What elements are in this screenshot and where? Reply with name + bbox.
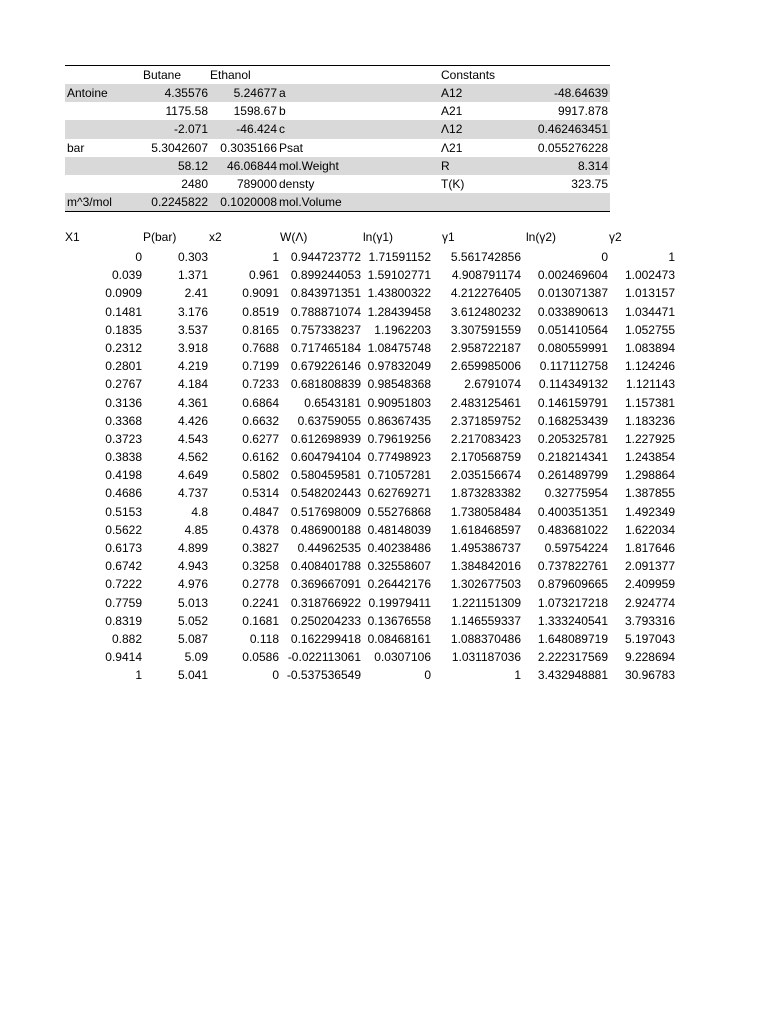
vle-cell: 0.2767 [105, 377, 142, 392]
vle-cell: 0.882 [111, 631, 142, 646]
property-name: c [279, 122, 285, 137]
vle-cell: 5.087 [177, 631, 208, 646]
vle-row [65, 357, 675, 375]
vle-cell: 0.62769271 [367, 486, 431, 501]
vle-cell: 0.98548368 [367, 377, 431, 392]
vle-cell: 1.43800322 [367, 286, 431, 301]
vle-cell: 0.261489799 [537, 468, 608, 483]
vle-cell: 0.86367435 [367, 413, 431, 428]
vle-cell: 0.737822761 [537, 559, 608, 574]
vle-cell: 0.9414 [105, 650, 142, 665]
vle-cell: 1.146559337 [450, 613, 521, 628]
vle-cell: 2.371859752 [450, 413, 521, 428]
constant-name: Λ21 [441, 140, 463, 155]
vle-cell: 0.0586 [242, 650, 279, 665]
vle-cell: 2.6791074 [464, 377, 521, 392]
vle-cell: 5.013 [177, 595, 208, 610]
vle-cell: 0.033890613 [537, 304, 608, 319]
vle-cell: 0.117112758 [539, 359, 608, 374]
vle-column-header: ln(γ1) [363, 230, 394, 244]
vle-cell: 1.817646 [624, 541, 675, 555]
vle-cell: 0.168253439 [537, 413, 608, 428]
vle-cell: 3.918 [177, 340, 208, 355]
butane-value: 0.2245822 [151, 195, 208, 210]
ethanol-value: -46.424 [236, 122, 277, 137]
vle-cell: 0.369667091 [290, 577, 361, 592]
constant-value: 323.75 [571, 176, 608, 191]
vle-cell: 3.612480232 [450, 304, 521, 319]
vle-cell: 1.298864 [624, 468, 675, 483]
vle-cell: 1.492349 [624, 504, 675, 519]
vle-cell: 0.79619256 [367, 431, 431, 446]
constant-name: Λ12 [441, 122, 463, 137]
vle-cell: 0.1481 [105, 304, 142, 319]
vle-cell: 1.28439458 [367, 304, 431, 319]
vle-cell: 1.648089719 [537, 631, 608, 646]
vle-row [65, 575, 675, 593]
vle-row [65, 448, 675, 466]
vle-cell: 1.121143 [625, 377, 675, 392]
vle-cell: 4.562 [177, 450, 208, 465]
vle-row [65, 248, 675, 266]
vle-cell: 1.052755 [624, 322, 675, 337]
vle-row [65, 375, 675, 393]
vle-cell: 0.6742 [105, 559, 142, 574]
ethanol-value: 1598.67 [233, 104, 277, 119]
vle-cell: 1 [514, 668, 521, 683]
vle-cell: 5.197043 [624, 631, 675, 646]
vle-cell: 1.71591152 [368, 250, 431, 264]
vle-cell: 0.32775954 [544, 486, 608, 501]
vle-cell: 0.8519 [242, 304, 279, 319]
vle-cell: 0.13676558 [367, 613, 431, 628]
butane-value: 58.12 [177, 158, 208, 173]
vle-cell: 1.227925 [624, 431, 675, 446]
vle-cell: 0.40238486 [367, 541, 431, 555]
vle-cell: 0.5622 [105, 522, 142, 537]
properties-row [65, 102, 610, 120]
properties-row [65, 193, 610, 211]
vle-cell: 0.8165 [242, 322, 279, 337]
vle-cell: 0.5153 [105, 504, 142, 519]
constant-value: 0.055276228 [537, 140, 608, 155]
vle-cell: 0.2801 [105, 359, 142, 374]
vle-cell: 0.59754224 [544, 541, 608, 555]
vle-cell: 2.035156674 [450, 468, 521, 483]
vle-cell: 0.080559991 [537, 340, 608, 355]
vle-cell: 0 [272, 668, 279, 683]
vle-data-table [65, 228, 675, 685]
vle-cell: 4.649 [177, 468, 208, 483]
vle-cell: 0.318766922 [290, 595, 361, 610]
ethanol-value: 46.06844 [226, 158, 277, 173]
vle-cell: 4.426 [177, 413, 208, 428]
vle-cell: 0.48148039 [367, 522, 431, 537]
vle-cell: 4.8 [191, 504, 208, 519]
vle-cell: 1.243854 [624, 450, 675, 465]
butane-header: Butane [143, 68, 182, 82]
vle-row [65, 594, 675, 612]
row-label: bar [67, 140, 85, 155]
vle-cell: 0.899244053 [290, 268, 361, 283]
constant-name: A12 [441, 86, 463, 100]
vle-cell: 0.118 [249, 631, 279, 646]
vle-body [65, 248, 675, 685]
vle-cell: 1.622034 [624, 522, 675, 537]
vle-row [65, 321, 675, 339]
vle-cell: 4.85 [184, 522, 208, 537]
vle-cell: 0.4198 [105, 468, 142, 483]
vle-column-header: X1 [65, 230, 80, 244]
vle-column-header: P(bar) [143, 230, 177, 244]
vle-cell: 1.08475748 [367, 340, 431, 355]
property-name: Psat [279, 140, 304, 155]
vle-cell: 1.073217218 [537, 595, 608, 610]
vle-cell: 0.44962535 [297, 541, 361, 555]
vle-cell: 0.303 [177, 250, 208, 264]
vle-cell: 0.250204233 [290, 613, 361, 628]
ethanol-value: 0.1020008 [220, 195, 277, 210]
vle-cell: 1.157381 [624, 395, 675, 410]
vle-cell: 0.0307106 [374, 650, 431, 665]
vle-cell: 1.221151309 [451, 595, 521, 610]
vle-cell: 0.32558607 [367, 559, 431, 574]
properties-row [65, 157, 610, 175]
vle-cell: 0.97832049 [367, 359, 431, 374]
property-name: b [279, 104, 286, 119]
vle-cell: 5.041 [177, 668, 208, 683]
vle-cell: 1.002473 [624, 268, 675, 283]
vle-cell: 0.039 [111, 268, 142, 283]
properties-body [65, 84, 610, 211]
properties-table [65, 65, 610, 212]
constant-name: T(K) [441, 176, 465, 191]
vle-cell: 0.961 [248, 268, 279, 283]
property-name: a [279, 86, 286, 100]
vle-cell: 1.618468597 [450, 522, 521, 537]
vle-cell: 0 [601, 250, 608, 264]
vle-cell: 2.170568759 [450, 450, 521, 465]
butane-value: 2480 [181, 176, 208, 191]
constant-value: 8.314 [577, 158, 608, 173]
vle-cell: 2.41 [184, 286, 208, 301]
vle-cell: -0.537536549 [286, 668, 361, 683]
vle-cell: 0.218214341 [537, 450, 608, 465]
vle-cell: 0.6173 [105, 541, 142, 555]
vle-cell: 0.3827 [242, 541, 279, 555]
vle-cell: 0.9091 [242, 286, 279, 301]
vle-cell: 0.205325781 [537, 431, 608, 446]
ethanol-value: 789000 [236, 176, 277, 191]
vle-row [65, 503, 675, 521]
vle-row [65, 266, 675, 284]
constant-value: 0.462463451 [537, 122, 608, 137]
vle-cell: 3.307591559 [450, 322, 521, 337]
vle-cell: 1.088370486 [450, 631, 521, 646]
vle-column-header: W(Λ) [280, 230, 308, 244]
vle-row [65, 557, 675, 575]
vle-cell: 1.333240541 [537, 613, 608, 628]
vle-cell: 0.8319 [105, 613, 142, 628]
vle-cell: 0.944723772 [290, 250, 361, 264]
vle-cell: 0.3258 [242, 559, 279, 574]
vle-row [65, 412, 675, 430]
vle-row [65, 666, 675, 684]
vle-cell: 4.737 [177, 486, 208, 501]
vle-cell: 2.659985006 [450, 359, 521, 374]
vle-cell: 4.976 [177, 577, 208, 592]
vle-cell: 0.7222 [105, 577, 142, 592]
vle-cell: 0.486900188 [290, 522, 361, 537]
vle-cell: 0.7688 [242, 340, 279, 355]
vle-row [65, 394, 675, 412]
vle-column-header: x2 [209, 230, 222, 244]
vle-cell: 1.873283382 [450, 486, 521, 501]
property-name: mol.Volume [279, 195, 342, 210]
vle-cell: 0.6277 [242, 431, 279, 446]
vle-cell: 4.361 [177, 395, 208, 410]
vle-cell: -0.022113061 [287, 650, 361, 665]
properties-row [65, 84, 610, 102]
vle-column-header: γ1 [442, 230, 455, 244]
vle-cell: 0.051410564 [537, 322, 608, 337]
vle-cell: 4.543 [177, 431, 208, 446]
vle-cell: 0.788871074 [290, 304, 361, 319]
vle-cell: 2.222317569 [537, 650, 608, 665]
vle-cell: 9.228694 [624, 650, 675, 665]
vle-cell: 0.6864 [242, 395, 279, 410]
vle-cell: 0.5314 [242, 486, 279, 501]
vle-cell: 1.083894 [624, 340, 675, 355]
vle-cell: 0.90951803 [367, 395, 431, 410]
vle-cell: 1.302677503 [450, 577, 521, 592]
vle-cell: 1.384842016 [450, 559, 521, 574]
vle-cell: 1.013157 [624, 286, 675, 301]
vle-cell: 1.031187036 [451, 650, 521, 665]
constant-name: R [441, 158, 450, 173]
vle-cell: 4.943 [177, 559, 208, 574]
vle-row [65, 339, 675, 357]
vle-row [65, 484, 675, 502]
vle-cell: 0.146159791 [537, 395, 608, 410]
vle-cell: 1.59102771 [367, 268, 431, 283]
vle-cell: 0 [424, 668, 431, 683]
vle-cell: 0.483681022 [537, 522, 608, 537]
vle-cell: 0.6543181 [304, 395, 361, 410]
vle-cell: 0.400351351 [537, 504, 608, 519]
vle-cell: 0.0909 [105, 286, 142, 301]
vle-cell: 2.217083423 [450, 431, 521, 446]
vle-cell: 0.2778 [242, 577, 279, 592]
vle-cell: 1.124246 [624, 359, 675, 374]
property-name: densty [279, 176, 315, 191]
constant-value: -48.64639 [553, 86, 608, 100]
vle-cell: 1.738058484 [450, 504, 521, 519]
vle-cell: 0.408401788 [290, 559, 361, 574]
vle-cell: 0.013071387 [537, 286, 608, 301]
vle-cell: 0.1681 [242, 613, 279, 628]
vle-cell: 0.3723 [105, 431, 142, 446]
vle-cell: 0.114349132 [538, 377, 608, 392]
butane-value: 4.35576 [164, 86, 208, 100]
vle-cell: 0.77498923 [367, 450, 431, 465]
vle-cell: 0.6632 [242, 413, 279, 428]
properties-row [65, 120, 610, 138]
vle-cell: 1 [272, 250, 279, 264]
vle-cell: 1 [135, 668, 142, 683]
constant-value: 9917.878 [557, 104, 608, 119]
vle-cell: 0.6162 [242, 450, 279, 465]
vle-cell: 1.387855 [624, 486, 675, 501]
vle-cell: 2.091377 [624, 559, 675, 574]
vle-header-row [65, 228, 675, 248]
vle-cell: 1.034471 [624, 304, 675, 319]
vle-cell: 0.517698009 [290, 504, 361, 519]
vle-cell: 0.2241 [242, 595, 279, 610]
vle-cell: 4.219 [177, 359, 208, 374]
row-label: Antoine [67, 86, 108, 100]
vle-cell: 0.879609665 [537, 577, 608, 592]
property-name: mol.Weight [279, 158, 339, 173]
vle-column-header: ln(γ2) [526, 230, 557, 244]
vle-cell: 0.08468161 [367, 631, 431, 646]
butane-value: 5.3042607 [151, 140, 208, 155]
vle-cell: 0.7759 [105, 595, 142, 610]
vle-cell: 0.2312 [105, 340, 142, 355]
vle-row [65, 284, 675, 302]
vle-cell: 0.26442176 [367, 577, 431, 592]
constant-name: A21 [441, 104, 463, 119]
vle-row [65, 303, 675, 321]
vle-row [65, 521, 675, 539]
vle-cell: 5.561742856 [450, 250, 521, 264]
ethanol-header: Ethanol [210, 68, 251, 82]
vle-cell: 2.483125461 [450, 395, 521, 410]
vle-row [65, 648, 675, 666]
vle-cell: 0.55276868 [367, 504, 431, 519]
vle-cell: 3.176 [177, 304, 208, 319]
vle-cell: 4.908791174 [451, 268, 521, 283]
vle-cell: 0.7233 [242, 377, 279, 392]
vle-cell: 0.612698939 [290, 431, 361, 446]
vle-cell: 0.19979411 [368, 595, 431, 610]
vle-cell: 0.679226146 [290, 359, 361, 374]
vle-row [65, 466, 675, 484]
vle-cell: 0.002469604 [537, 268, 608, 283]
vle-row [65, 430, 675, 448]
vle-cell: 2.924774 [624, 595, 675, 610]
vle-cell: 0.1835 [105, 322, 142, 337]
vle-cell: 0.3136 [105, 395, 142, 410]
vle-cell: 2.958722187 [450, 340, 521, 355]
vle-cell: 1.371 [177, 268, 208, 283]
vle-cell: 0.7199 [242, 359, 279, 374]
vle-cell: 0.3838 [105, 450, 142, 465]
vle-row [65, 539, 675, 557]
properties-header-row [65, 66, 610, 84]
vle-cell: 0.604794104 [290, 450, 361, 465]
vle-cell: 3.537 [177, 322, 208, 337]
vle-cell: 0.681808839 [290, 377, 361, 392]
vle-cell: 2.409959 [624, 577, 675, 592]
vle-cell: 1.495386737 [450, 541, 521, 555]
vle-cell: 0.548202443 [290, 486, 361, 501]
vle-cell: 3.793316 [624, 613, 675, 628]
ethanol-value: 0.3035166 [220, 140, 277, 155]
vle-cell: 0.717465184 [290, 340, 361, 355]
vle-cell: 0.3368 [105, 413, 142, 428]
vle-cell: 0.5802 [242, 468, 279, 483]
row-label: m^3/mol [67, 195, 112, 210]
vle-cell: 0.71057281 [367, 468, 431, 483]
vle-row [65, 630, 675, 648]
properties-row [65, 139, 610, 157]
vle-cell: 3.432948881 [537, 668, 608, 683]
vle-cell: 0.843971351 [290, 286, 361, 301]
vle-cell: 1 [668, 250, 675, 264]
vle-cell: 0.580459581 [290, 468, 361, 483]
vle-column-header: γ2 [609, 230, 622, 244]
vle-cell: 4.212276405 [450, 286, 521, 301]
vle-cell: 0.63759055 [297, 413, 361, 428]
vle-cell: 0.162299418 [290, 631, 361, 646]
vle-cell: 4.184 [177, 377, 208, 392]
butane-value: -2.071 [173, 122, 208, 137]
vle-cell: 0.757338237 [290, 322, 361, 337]
vle-cell: 0 [135, 250, 142, 264]
properties-row [65, 175, 610, 193]
vle-cell: 0.4686 [105, 486, 142, 501]
vle-cell: 1.1962203 [374, 322, 431, 337]
vle-cell: 1.183236 [624, 413, 675, 428]
vle-cell: 0.4847 [242, 504, 279, 519]
ethanol-value: 5.24677 [233, 86, 277, 100]
vle-cell: 5.052 [177, 613, 208, 628]
constants-header: Constants [441, 68, 496, 82]
butane-value: 1175.58 [165, 104, 208, 119]
vle-cell: 30.96783 [624, 668, 675, 683]
vle-cell: 0.4378 [242, 522, 279, 537]
vle-row [65, 612, 675, 630]
vle-cell: 5.09 [184, 650, 208, 665]
vle-cell: 4.899 [177, 541, 208, 555]
